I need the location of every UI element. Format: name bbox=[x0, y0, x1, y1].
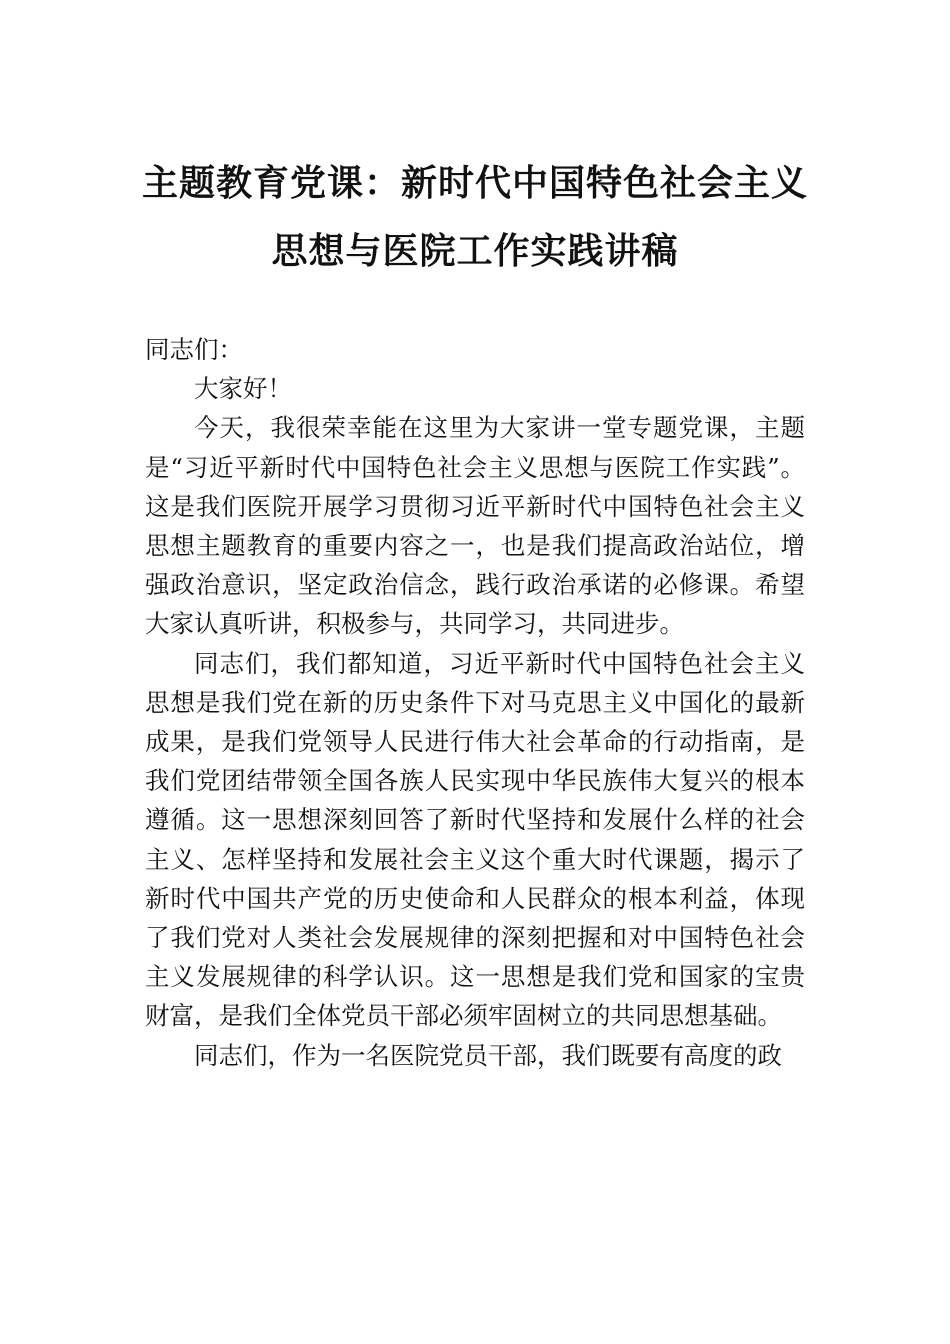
document-body bbox=[145, 330, 805, 1075]
body-paragraph: 同志们，我们都知道，习近平新时代中国特色社会主义思想是我们党在新的历史条件下对马克思主义中国化的最新成果，是我们党领导人民进行伟大社会革命的行动指南，是我们党团结带领全国各族人民实现中华民族伟大复兴的根本遵循。这一思想深刻回答了新时代坚持和发展什么样的社会主义、怎样坚持和发展社会主义这个重大时代课题，揭示了新时代中国共产党的历史使命和人民群众的根本利益，体现了我们党对人类社会发展规律的深刻把握和对中国特色社会主义发展规律的科学认识。这一思想是我们党和国家的宝贵财富，是我们全体党员干部必须牢固树立的共同思想基础。 bbox=[145, 648, 805, 1031]
body-paragraph: 今天，我很荣幸能在这里为大家讲一堂专题党课，主题是“习近平新时代中国特色社会主义思想与医院工作实践”。这是我们医院开展学习贯彻习近平新时代中国特色社会主义思想主题教育的重要内容之一，也是我们提高政治站位，增强政治意识，坚定政治信念，践行政治承诺的必修课。希望大家认真听讲，积极参与，共同学习，共同进步。 bbox=[145, 413, 805, 639]
greeting-paragraph: 大家好！ bbox=[194, 374, 292, 404]
body-paragraph: 同志们，作为一名医院党员干部，我们既要有高度的政 bbox=[194, 1040, 782, 1070]
document-title-line-2: 思想与医院工作实践讲稿 bbox=[271, 231, 679, 272]
salutation: 同志们： bbox=[145, 335, 243, 364]
document-title-line-1: 主题教育党课：新时代中国特色社会主义 bbox=[141, 163, 808, 204]
